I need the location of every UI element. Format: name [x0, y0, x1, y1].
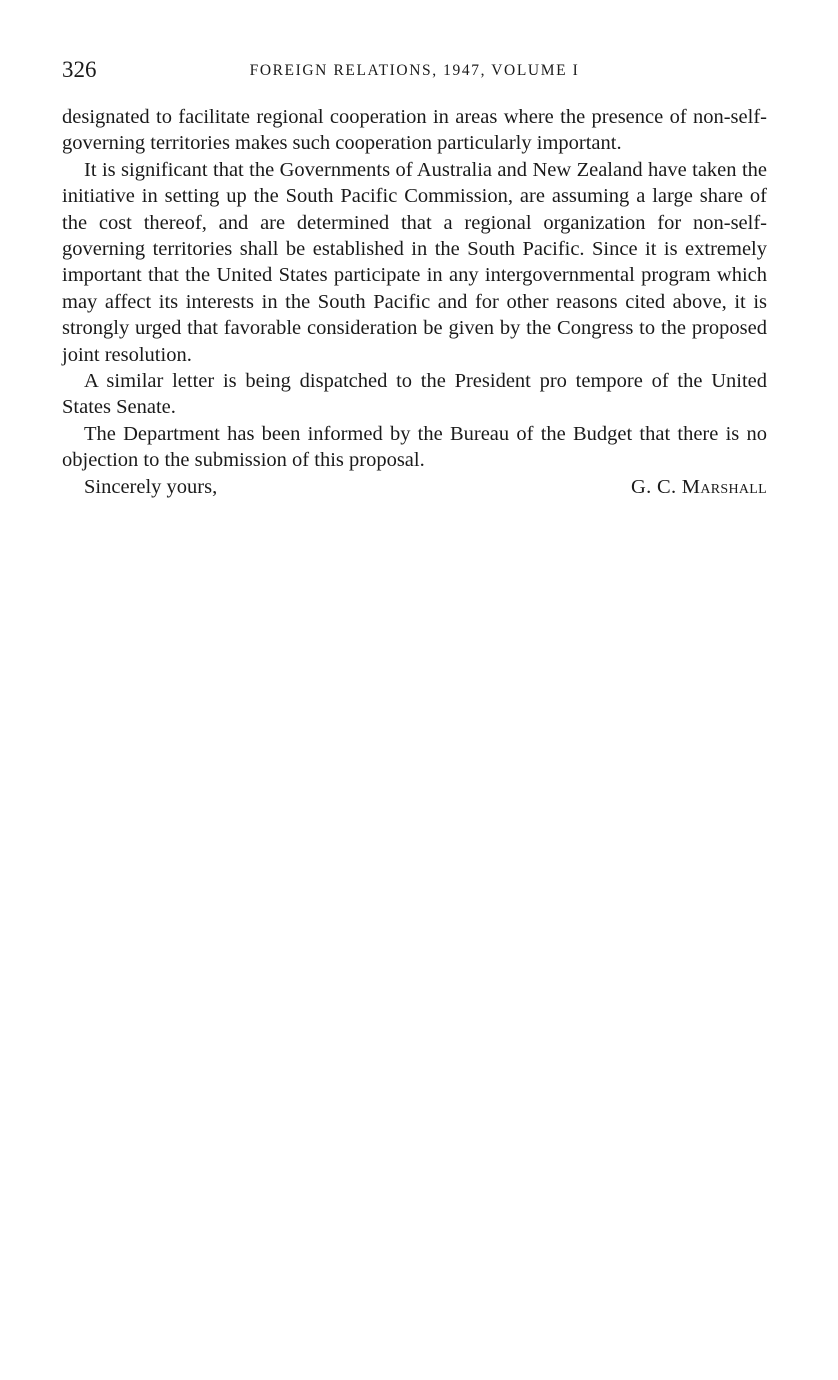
- signature: G. C. Marshall: [631, 475, 767, 498]
- running-head: [62, 56, 767, 86]
- document-page: [62, 56, 767, 500]
- letter-closing: [62, 474, 767, 500]
- paragraph-continuation: designated to facilitate regional cooperation in areas where the presence of non-self-governing territories makes such cooperation particularly important.: [62, 106, 767, 155]
- paragraph-south-pacific-commission: It is significant that the Governments of Australia and New Zealand have taken the initiative in setting up the South Pacific Commission, are assuming a large share of the cost thereof, and are determined that a regional organization for non-self-governing territories shall be established in the South Pacific. Since it is extremely important that the United States participate in any intergovernmental program which may affect its interests in the South Pacific and for other reasons cited above, it is strongly urged that favorable consideration be given by the Congress to the proposed joint resolution.: [62, 158, 767, 366]
- paragraph-senate-letter: A similar letter is being dispatched to the President pro tempore of the United States Senate.: [62, 370, 767, 419]
- salutation: Sincerely yours,: [84, 475, 218, 498]
- running-title: FOREIGN RELATIONS, 1947, VOLUME I: [249, 62, 580, 79]
- letter-body: [62, 104, 767, 500]
- page-number: 326: [62, 57, 97, 82]
- paragraph-budget-bureau: The Department has been informed by the Bureau of the Budget that there is no objection to the submission of this proposal.: [62, 422, 767, 472]
